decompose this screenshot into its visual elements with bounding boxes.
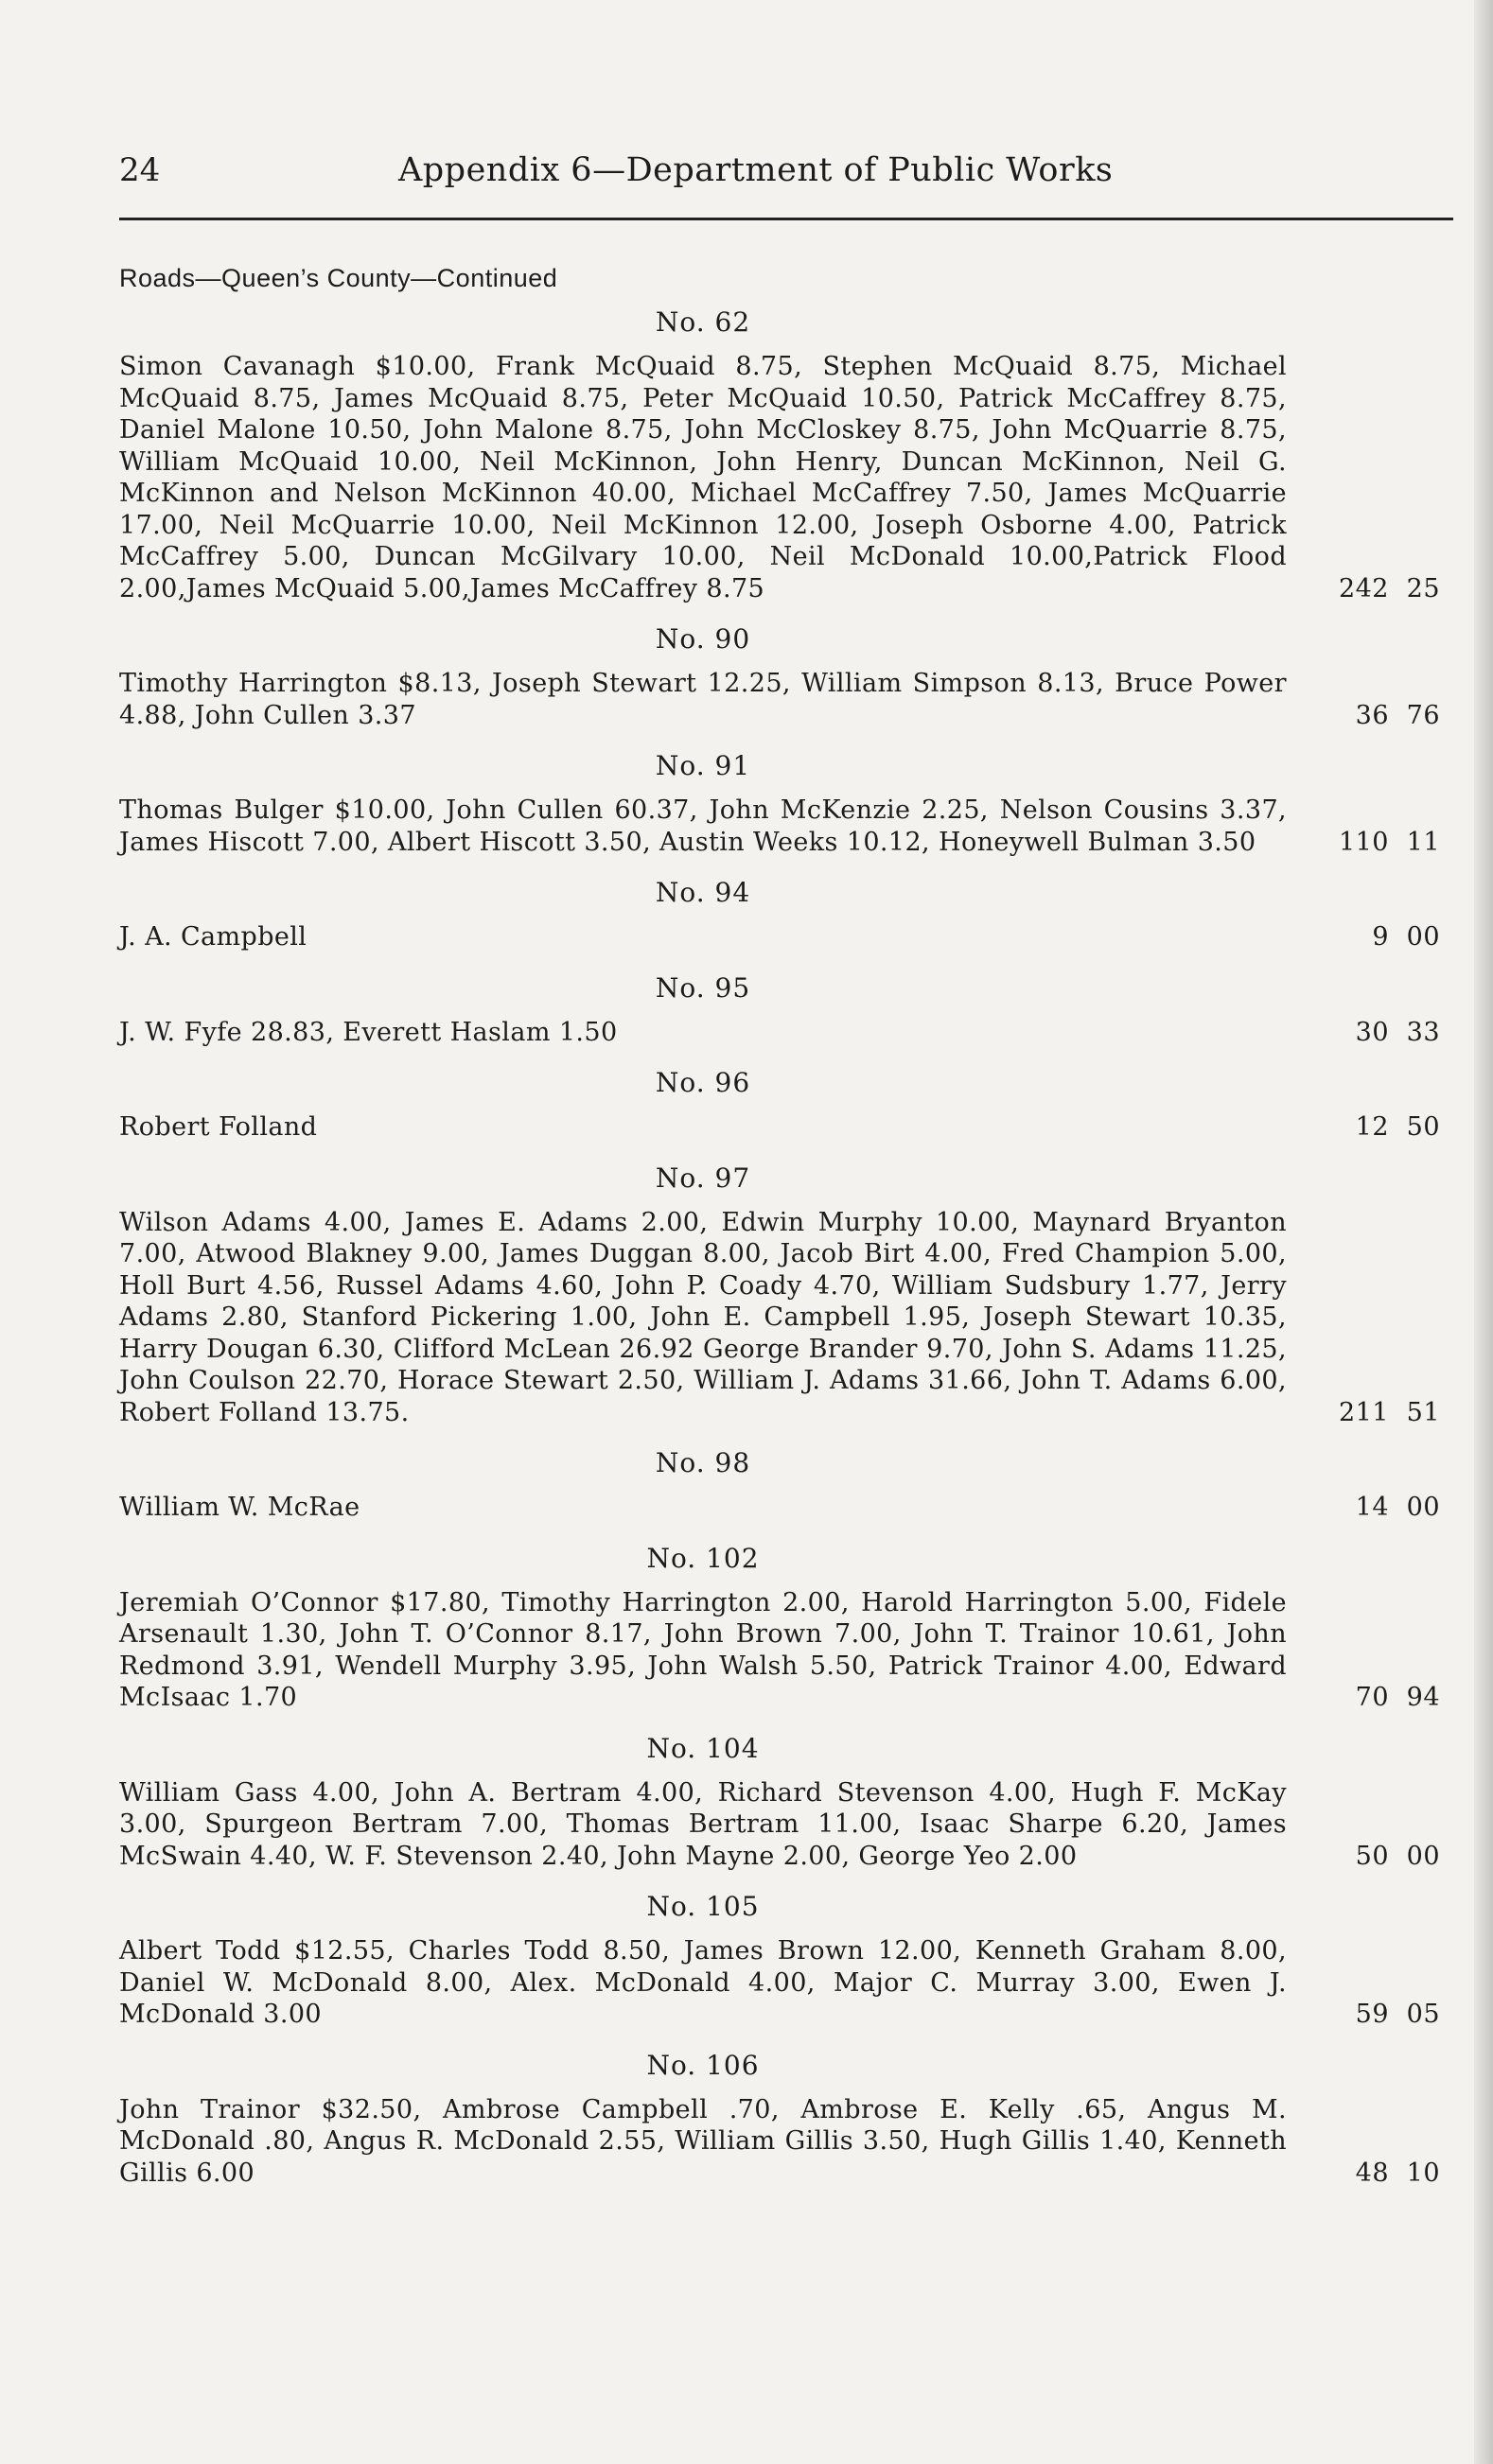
road-number: No. 62: [655, 306, 751, 338]
road-number: No. 91: [655, 750, 751, 781]
road-number: No. 102: [646, 1542, 760, 1574]
document-page: [119, 151, 1453, 2189]
entry-row: [119, 1017, 1453, 1049]
entry-payees-text: J. W. Fyfe 28.83, Everett Haslam 1.50: [119, 1017, 618, 1047]
entry-amount: [1287, 921, 1440, 953]
amount-dollars: 12: [1355, 1112, 1389, 1142]
amount-cents: 33: [1406, 1017, 1440, 1047]
amount-dollars: 30: [1355, 1017, 1389, 1047]
road-entry: [119, 750, 1453, 858]
amount-dollars: 36: [1355, 700, 1389, 730]
amount-cents: 00: [1406, 922, 1440, 952]
amount-dollars: 9: [1372, 922, 1389, 952]
road-number: No. 104: [646, 1732, 760, 1764]
entry-payees-text: Timothy Harrington $8.13, Joseph Stewart 12.25, William Simpson 8.13, Bruce Power 4.88, John Cullen 3.37: [119, 669, 1287, 730]
amount-cents: 51: [1406, 1397, 1440, 1427]
entry-amount: [1287, 2158, 1440, 2190]
road-number: No. 106: [646, 2049, 760, 2081]
road-number: No. 94: [655, 877, 751, 908]
entry-payees-text: William W. McRae: [119, 1493, 360, 1522]
amount-dollars: 110: [1338, 827, 1389, 857]
amount-cents: 25: [1406, 573, 1440, 603]
amount-dollars: 211: [1338, 1397, 1389, 1427]
amount-cents: 05: [1406, 2000, 1440, 2029]
entry-payees-text: Jeremiah O’Connor $17.80, Timothy Harrington 2.00, Harold Harrington 5.00, Fidele Arsenault 1.30, John T. O’Connor 8.17, John Brown 7.00, John T. Trainor 10.61, John Redmond 3.91, Wendell Murphy 3.95, John Walsh 5.50, Patrick Trainor 4.00, Edward McIsaac 1.70: [119, 1587, 1287, 1712]
amount-cents: 11: [1406, 827, 1440, 857]
amount-cents: 00: [1406, 1493, 1440, 1522]
amount-cents: 00: [1406, 1841, 1440, 1871]
entry-row: [119, 1777, 1453, 1873]
amount-dollars: 59: [1355, 2000, 1389, 2029]
running-title: Appendix 6—Department of Public Works: [398, 151, 1114, 189]
entry-payees-text: John Trainor $32.50, Ambrose Campbell .70, Ambrose E. Kelly .65, Angus M. McDonald .80, Angus R. McDonald 2.55, William Gillis 3.50, Hugh Gillis 1.40, Kenneth Gillis 6.00: [119, 2094, 1287, 2188]
entry-amount: [1287, 1841, 1440, 1873]
entry-row: [119, 1587, 1453, 1714]
road-entry: [119, 1543, 1453, 1714]
road-entry: [119, 623, 1453, 731]
entry-row: [119, 668, 1453, 731]
road-entry: [119, 1733, 1453, 1873]
road-number: No. 98: [655, 1447, 751, 1478]
entry-amount: [1287, 573, 1440, 605]
entry-payees-text: Simon Cavanagh $10.00, Frank McQuaid 8.75, Stephen McQuaid 8.75, Michael McQuaid 8.75, James McQuaid 8.75, Peter McQuaid 10.50, Patrick McCaffrey 8.75, Daniel Malone 10.50, John Malone 8.75, John McCloskey 8.75, John McQuarrie 8.75, William McQuaid 10.00, Neil McKinnon, John Henry, Duncan McKinnon, Neil G. McKinnon and Nelson McKinnon 40.00, Michael McCaffrey 7.50, James McQuarrie 17.00, Neil McQuarrie 10.00, Neil McKinnon 12.00, Joseph Osborne 4.00, Patrick McCaffrey 5.00, Duncan McGilvary 10.00, Neil McDonald 10.00,Patrick Flood 2.00,James McQuaid 5.00,James McCaffrey 8.75: [119, 352, 1287, 603]
road-number: No. 105: [646, 1891, 760, 1922]
road-entry: [119, 877, 1453, 953]
amount-dollars: 48: [1355, 2158, 1389, 2188]
road-number: No. 97: [655, 1162, 751, 1194]
entry-row: [119, 1492, 1453, 1524]
entry-row: [119, 2094, 1453, 2190]
road-number: No. 95: [655, 971, 751, 1004]
entry-payees-text: Wilson Adams 4.00, James E. Adams 2.00, Edwin Murphy 10.00, Maynard Bryanton 7.00, Atwood Blakney 9.00, James Duggan 8.00, Jacob Birt 4.00, Fred Champion 5.00, Holl Burt 4.56, Russel Adams 4.60, John P. Coady 4.70, William Sudsbury 1.77, Jerry Adams 2.80, Stanford Pickering 1.00, John E. Campbell 1.95, Joseph Stewart 10.35, Harry Dougan 6.30, Clifford McLean 26.92 George Brander 9.70, John S. Adams 11.25, John Coulson 22.70, Horace Stewart 2.50, William J. Adams 31.66, John T. Adams 6.00, Robert Folland 13.75.: [119, 1207, 1287, 1427]
header-rule: [119, 218, 1453, 220]
road-number: No. 96: [655, 1067, 751, 1098]
entry-payees-text: Robert Folland: [119, 1112, 318, 1142]
road-entry: [119, 1162, 1453, 1429]
entry-row: [119, 1935, 1453, 2031]
road-entry: [119, 1447, 1453, 1524]
entry-payees-text: Albert Todd $12.55, Charles Todd 8.50, James Brown 12.00, Kenneth Graham 8.00, Daniel W. McDonald 8.00, Alex. McDonald 4.00, Major C. Murray 3.00, Ewen J. McDonald 3.00: [119, 1936, 1287, 2029]
entry-row: [119, 1111, 1453, 1144]
amount-dollars: 70: [1355, 1683, 1389, 1712]
entry-payees-text: J. A. Campbell: [119, 922, 307, 952]
entry-row: [119, 351, 1453, 604]
entry-amount: [1287, 1682, 1440, 1714]
page-header: [119, 151, 1453, 197]
entry-amount: [1287, 1492, 1440, 1524]
entry-row: [119, 1207, 1453, 1429]
amount-dollars: 50: [1355, 1841, 1389, 1871]
entries-list: [119, 306, 1453, 2189]
entry-row: [119, 921, 1453, 953]
entry-amount: [1287, 1999, 1440, 2031]
amount-cents: 50: [1406, 1112, 1440, 1142]
entry-payees-text: William Gass 4.00, John A. Bertram 4.00, Richard Stevenson 4.00, Hugh F. McKay 3.00, Spurgeon Bertram 7.00, Thomas Bertram 11.00, Isaac Sharpe 6.20, James McSwain 4.40, W. F. Stevenson 2.40, John Mayne 2.00, George Yeo 2.00: [119, 1777, 1287, 1871]
entry-row: [119, 795, 1453, 858]
road-entry: [119, 306, 1453, 604]
amount-dollars: 14: [1355, 1493, 1389, 1522]
entry-amount: [1287, 700, 1440, 732]
road-entry: [119, 972, 1453, 1049]
road-entry: [119, 2050, 1453, 2190]
entry-payees-text: Thomas Bulger $10.00, John Cullen 60.37, John McKenzie 2.25, Nelson Cousins 3.37, James Hiscott 7.00, Albert Hiscott 3.50, Austin Weeks 10.12, Honeywell Bulman 3.50: [119, 795, 1287, 857]
page-edge-shadow: [1474, 0, 1493, 2464]
road-entry: [119, 1067, 1453, 1144]
entry-amount: [1287, 1397, 1440, 1429]
road-number: No. 90: [655, 623, 751, 655]
page-number: 24: [119, 151, 161, 189]
road-entry: [119, 1891, 1453, 2031]
amount-cents: 76: [1406, 700, 1440, 730]
section-title: Roads—Queen’s County—Continued: [119, 264, 558, 292]
amount-dollars: 242: [1338, 573, 1389, 603]
entry-amount: [1287, 1111, 1440, 1144]
entry-amount: [1287, 827, 1440, 859]
amount-cents: 94: [1406, 1683, 1440, 1712]
amount-cents: 10: [1406, 2158, 1440, 2188]
entry-amount: [1287, 1017, 1440, 1049]
